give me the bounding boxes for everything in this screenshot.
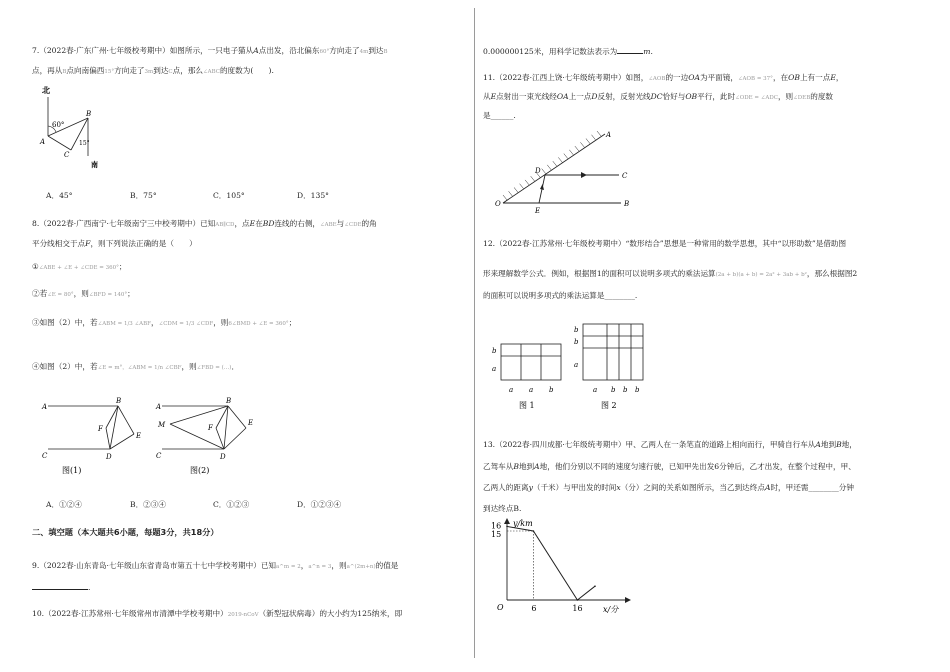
q10-cont-text: 0.000000125米，用科学记数法表示为 [483, 47, 618, 56]
mirror-hatch-line [509, 191, 513, 196]
q7-text: 点出发，沿北偏东 [258, 46, 320, 55]
q8-statement-2 [32, 289, 135, 300]
q10-virus-name: 2019-nCoV [227, 612, 259, 618]
q13-y-label: y/km [513, 519, 533, 528]
q8-f1-a: A [42, 403, 48, 411]
q7-text: 到达 [368, 46, 384, 55]
q7-option-c[interactable]: C．105° [213, 191, 245, 200]
q11-fig-o: O [495, 200, 501, 208]
q8-f2-line-be [228, 406, 246, 428]
q13-line1 [483, 440, 857, 449]
q8-option-c[interactable]: C．①②③ [213, 500, 250, 509]
q11-text: ， [835, 73, 844, 82]
q8-f2-c: C [156, 452, 162, 460]
q13-ytick-16: 16 [491, 521, 502, 531]
q7-segment-ac [48, 136, 71, 150]
q8-s3-text: ，则 [213, 318, 229, 327]
mirror-hatch-line [569, 150, 573, 155]
q12-f1-left-a: a [492, 365, 497, 373]
q8-option-a[interactable]: A．①②④ [46, 500, 82, 509]
q8-statement-3 [32, 318, 296, 329]
q8-line2 [32, 239, 197, 248]
q11-fig-a: A [606, 131, 612, 139]
q9-formula: a^(2m+n) [346, 564, 376, 570]
q9-text: ， [300, 561, 309, 570]
q13-y: y [528, 483, 533, 492]
q13-a: A [764, 483, 771, 492]
q7-fig-b: B [86, 110, 92, 118]
q13-text: 地， [841, 440, 857, 449]
q8-s1-formula: ∠ABE + ∠E + ∠CDE = 360° [38, 265, 119, 271]
q11-d: D [591, 92, 598, 101]
q8-f2-d: D [220, 453, 226, 461]
mirror-hatch-line [531, 176, 535, 181]
q13-xtick-6: 6 [531, 604, 537, 613]
q8-line-bd: BD [262, 219, 275, 228]
q8-s1-label: ① [32, 262, 39, 271]
q13-text: （千米）与甲出发的时间 [532, 483, 617, 492]
q8-option-d[interactable]: D．①②③④ [297, 500, 342, 509]
q8-s2-text: ，则 [73, 289, 89, 298]
q8-f2-e: E [248, 419, 254, 427]
q7-angle-abc: ∠ABC [203, 69, 220, 75]
q10-line1 [32, 609, 402, 620]
q8-text: 连线的右侧， [274, 219, 321, 228]
q8-text: ，点 [234, 219, 250, 228]
q8-f1-c: C [42, 452, 48, 460]
q9-formula: a^m = 2 [276, 564, 301, 570]
q8-s3-text: ③如图（2）中，若 [32, 318, 98, 327]
q11-e: E [490, 92, 497, 101]
q11-text: 反射，反射光线 [597, 92, 651, 101]
q12-text: 形来理解数学公式．例如，根据图1的面积可以说明多项式的乘法运算 [483, 269, 716, 278]
q7-line1 [32, 46, 388, 57]
q13-text: 地，他们分别以不同的速度匀速行驶，已知甲先出发6分钟后，乙才出发，在整个过程中，甲、 [539, 462, 856, 471]
q13-text: 乙驾车从 [483, 462, 514, 471]
q7-text: 点，那么 [172, 66, 204, 75]
q8-s3-formula: ∠ABM = 1/3 ∠ABF [97, 321, 151, 327]
q12-f2-caption: 图 2 [601, 401, 617, 410]
q12-text: ，那么根据图2 [806, 269, 858, 278]
q13-origin: O [497, 603, 504, 612]
q7-dist-4m: 4m [359, 49, 369, 55]
q7-fig-south: 南 [91, 160, 98, 169]
q8-s4-formula: ∠E = m°，∠ABM = 1/n ∠CBF [97, 365, 182, 371]
q13-xtick-16: 16 [572, 604, 583, 613]
q13-a: A [815, 440, 821, 449]
q11-text: 11.（2022春·江西上饶·七年级统考期中）如图， [483, 73, 649, 82]
q8-s4-text: ④如图（2）中，若 [32, 362, 98, 371]
q11-figure [493, 128, 633, 218]
q11-text: 从 [483, 92, 491, 101]
q8-text: ，则下列说法正确的是（ ） [90, 239, 197, 248]
q11-formula: ∠DEB [793, 95, 811, 101]
q8-s2-formula: ∠BFD = 140° [88, 292, 128, 298]
q12-f2-left-b2: b [574, 338, 579, 346]
q12-f2-outer [583, 324, 643, 380]
mirror-hatch-line [514, 187, 518, 192]
q10-text: 10.（2022春·江苏常州·七年级常州市清潭中学校考期中） [32, 609, 228, 618]
q8-text: 的角 [361, 219, 377, 228]
q13-line2 [483, 462, 856, 471]
q11-text: ，则 [777, 92, 794, 101]
q7-point-b: B [62, 69, 67, 75]
q7-dist-3m: 3m [144, 69, 154, 75]
q11-text: 的一边 [665, 73, 689, 82]
q7-option-a[interactable]: A．45° [46, 191, 73, 200]
q11-fig-e: E [535, 207, 541, 215]
q8-f2-b: B [226, 397, 232, 405]
q13-data-point [577, 599, 579, 601]
mirror-hatch-line [525, 180, 529, 185]
q11-mirror-oa [503, 134, 605, 203]
q8-text: 平分线相交于点 [32, 239, 86, 248]
q12-f2-bottom-b2: b [623, 386, 628, 394]
q8-angle-abe: ∠ABE [320, 222, 337, 228]
q13-graph [485, 516, 635, 616]
q8-line1 [32, 219, 377, 230]
q7-point-a: A [253, 46, 259, 55]
q12-f1-caption: 图 1 [519, 401, 535, 410]
q8-s4-formula: ∠FBD = (…) [196, 365, 232, 371]
q8-statement-4 [32, 362, 239, 373]
q11-oa: OA [688, 73, 700, 82]
q13-data-point [506, 526, 508, 528]
q7-angle-60: 60° [319, 49, 330, 55]
mirror-hatch-line [553, 161, 557, 166]
q13-b: B [836, 440, 842, 449]
q12-figure-2 [571, 320, 651, 418]
q8-f2-line-de [224, 428, 246, 449]
q7-point-c: C [168, 69, 173, 75]
q8-s3-formula: 6∠BMD + ∠E = 360° [228, 321, 289, 327]
q12-formula: (2a + b)(a + b) = 2a² + 3ab + b² [715, 272, 807, 278]
q11-e: E [830, 73, 836, 82]
q12-f2-left-b1: b [574, 326, 579, 334]
q13-data-point [594, 585, 596, 587]
q11-formula: ∠AOB [648, 76, 666, 82]
q8-f1-b: B [116, 397, 122, 405]
q8-f2-m: M [158, 421, 166, 429]
q11-oa: OA [556, 92, 569, 101]
q7-fig-label-15: 15° [79, 140, 90, 147]
q7-figure [36, 84, 126, 172]
mirror-hatch-line [575, 146, 579, 151]
q11-mirror-hatching [503, 131, 601, 200]
q13-text: （分）之间的关系如图所示，当乙到达终点 [620, 483, 765, 492]
q7-option-d[interactable]: D．135° [297, 191, 329, 200]
q7-text: 的度数为( ). [219, 66, 274, 75]
q8-s4-text: ，则 [181, 362, 197, 371]
q12-f1-outer [501, 344, 561, 380]
q8-s3-formula: ∠CDM = 1/3 ∠CDF [158, 321, 214, 327]
q13-y-axis-arrow [504, 518, 510, 524]
q7-text: 7.（2022春·广东广州·七年级校考期中）如图所示，一只电子猫从 [32, 46, 254, 55]
q11-text: 上有一点 [799, 73, 831, 82]
q13-b: B [513, 462, 519, 471]
mirror-hatch-line [564, 154, 568, 159]
q12-f2-bottom-b3: b [635, 386, 640, 394]
q9-text: 的值是 [375, 561, 399, 570]
q11-dc: DC [650, 92, 663, 101]
q8-option-b[interactable]: B．②③④ [130, 500, 166, 509]
q8-s3-end: ； [288, 318, 297, 327]
q8-s2-end: ； [127, 289, 135, 298]
q11-text: 恰好与 [662, 92, 686, 101]
q11-text: 平行，此时 [697, 92, 736, 101]
q8-point-f: F [85, 239, 91, 248]
q13-a: A [534, 462, 540, 471]
q10-unit: m [643, 47, 651, 56]
q11-fig-c: C [622, 172, 628, 180]
mirror-hatch-line [503, 195, 507, 200]
q9-line1 [32, 561, 398, 572]
q8-f1-line-df [106, 428, 110, 449]
q8-statement-1 [32, 262, 126, 273]
mirror-hatch-line [542, 169, 546, 174]
q12-f1-bottom-a2: a [529, 386, 534, 394]
q13-x-axis-arrow [625, 597, 631, 603]
q13-line4: 到达终点B. [483, 504, 522, 513]
q7-point-b: B [383, 49, 388, 55]
q7-line2 [32, 66, 274, 77]
q9-formula: a^n = 3 [308, 564, 332, 570]
q7-fig-a: A [40, 138, 46, 146]
q12-f1-bottom-a1: a [509, 386, 514, 394]
q11-formula: ∠ODE = ∠ADC [735, 95, 778, 101]
mirror-hatch-line [558, 157, 562, 162]
q11-formula: ∠AOB = 37° [737, 76, 773, 82]
mirror-hatch-line [597, 131, 601, 136]
q8-figure-1 [40, 394, 150, 478]
mirror-hatch-line [547, 165, 551, 170]
q12-figure-1 [489, 336, 569, 418]
q11-text: ，在 [772, 73, 789, 82]
q10-continuation [483, 46, 653, 56]
q11-ob: OB [685, 92, 698, 101]
q8-s4-end: ． [231, 362, 240, 371]
q13-text: 时，甲还需________分钟 [770, 483, 854, 492]
q12-line3: 的面积可以说明多项式的乘法运算是________. [483, 291, 638, 300]
q13-distance-line [507, 526, 595, 600]
q7-fig-label-60: 60° [52, 121, 65, 129]
q13-text: 乙两人的距离 [483, 483, 529, 492]
q11-text: 为平面镜， [699, 73, 738, 82]
q9-text: ，则 [331, 561, 347, 570]
mirror-hatch-line [520, 184, 524, 189]
q7-fig-c: C [64, 151, 70, 159]
q8-f1-line-de [110, 434, 134, 449]
q11-line1 [483, 73, 843, 84]
q8-f1-caption: 图(1) [62, 466, 82, 475]
q7-text: 点，再从 [32, 66, 63, 75]
q8-f2-f: F [208, 424, 213, 432]
q8-s3-text: ， [151, 318, 159, 327]
q7-angle-15: 15° [104, 69, 115, 75]
q11-arrow-ed [540, 184, 544, 190]
q8-f1-d: D [106, 453, 112, 461]
q12-f2-bottom-b1: b [611, 386, 616, 394]
q13-x-label: x/分 [603, 605, 619, 614]
q9-text: 9.（2022春·山东青岛·七年级山东省青岛市第五十七中学校考期中）已知 [32, 561, 277, 570]
q12-line2 [483, 269, 857, 280]
q11-text: 点射出一束光线经 [496, 92, 557, 101]
q7-option-b[interactable]: B．75° [130, 191, 157, 200]
q7-text: 到达 [153, 66, 169, 75]
q13-line3 [483, 483, 854, 492]
q7-text: 方向走了 [329, 46, 360, 55]
q8-parallel: AB∥CD [215, 222, 235, 228]
q12-line1: 12.（2022春·江苏常州·七年级校考期中）“数形结合”思想是一种常用的数学思想，其中“以形助数”是借助图 [483, 239, 847, 248]
q8-f1-f: F [98, 425, 103, 433]
q7-text: 方向走了 [114, 66, 145, 75]
section-2-title: 二、填空题（本大题共6小题，每题3分，共18分） [32, 527, 219, 537]
q12-f2-left-a: a [574, 361, 579, 369]
q10-text: （新型冠状病毒）的大小约为125纳米，即 [258, 609, 403, 618]
q8-point-e: E [249, 219, 256, 228]
q13-text: 地到 [820, 440, 837, 449]
q7-fig-north: 北 [42, 85, 50, 95]
q8-f1-line-be [118, 406, 134, 434]
q11-arrow-dc [581, 172, 587, 178]
q11-line2 [483, 92, 833, 103]
q11-fig-b: B [624, 200, 630, 208]
q9-answer-blank[interactable]: . [32, 582, 90, 592]
q12-f1-left-b: b [492, 347, 497, 355]
q13-text: 13.（2022春·四川成都·七年级统考期中）甲、乙两人在一条笔直的道路上相向而行，甲骑自行车从 [483, 440, 816, 449]
q13-ytick-15: 15 [491, 530, 502, 539]
q11-line3: 是______. [483, 111, 516, 120]
mirror-hatch-line [580, 142, 584, 147]
q8-angle-cde: ∠CDE [344, 222, 362, 228]
q10-answer-blank[interactable] [617, 46, 643, 54]
q11-text: 的度数 [810, 92, 834, 101]
q13-x: x [616, 483, 621, 492]
q10-end: . [650, 47, 653, 56]
q11-ob: OB [788, 73, 800, 82]
mirror-hatch-line [591, 135, 595, 140]
column-divider [474, 8, 475, 658]
q8-f2-caption: 图(2) [190, 466, 210, 475]
q8-f1-line-bd [110, 406, 118, 449]
q7-text: 点向南偏西 [66, 66, 105, 75]
q8-f1-e: E [136, 432, 142, 440]
q12-f1-bottom-b: b [549, 386, 554, 394]
mirror-hatch-line [586, 139, 590, 144]
q11-fig-d: D [535, 167, 541, 175]
q13-text: 地到 [518, 462, 535, 471]
q8-s2-formula: ∠E = 80° [47, 292, 74, 298]
q12-f2-bottom-a: a [593, 386, 598, 394]
q8-f2-a: A [156, 403, 162, 411]
q8-text: 8.（2022春·广西南宁·七年级南宁三中校考期中）已知 [32, 219, 216, 228]
q8-text: 与 [336, 219, 345, 228]
q8-s1-end: ； [118, 262, 127, 271]
q8-s2-text: ②若 [32, 289, 48, 298]
q8-text: 在 [255, 219, 263, 228]
q11-text: 上一点 [568, 92, 592, 101]
q8-figure-2 [154, 394, 264, 478]
